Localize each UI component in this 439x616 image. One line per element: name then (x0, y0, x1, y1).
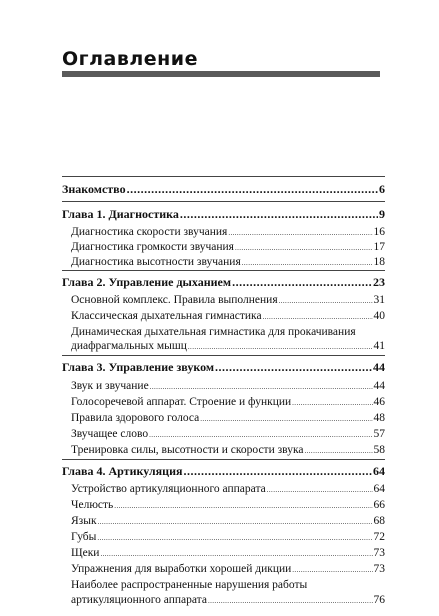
toc-item-label: Звук и звучание (71, 380, 149, 392)
toc-chapter-4[interactable] (62, 464, 385, 479)
toc-page-number: 16 (373, 226, 385, 238)
toc-chapter-label: Глава 4. Артикуляция (62, 464, 183, 478)
toc-item[interactable] (71, 396, 385, 408)
toc-page-number: 58 (373, 444, 385, 456)
toc-page-number: 66 (373, 499, 385, 511)
toc-page-number: 18 (373, 256, 385, 268)
divider (62, 459, 385, 460)
leader-dots (183, 464, 372, 479)
page-title: Оглавление (62, 48, 198, 70)
leader-dots (215, 360, 372, 375)
leader-dots (228, 229, 372, 237)
leader-dots (180, 207, 378, 222)
divider (62, 201, 385, 202)
leader-dots (304, 447, 372, 455)
toc-item[interactable] (71, 547, 385, 559)
leader-dots (100, 550, 372, 558)
toc-item-label: Классическая дыхательная гимнастика (71, 310, 262, 322)
toc-item[interactable] (71, 380, 385, 392)
toc-item[interactable] (71, 531, 385, 543)
toc-page-number: 64 (373, 464, 385, 478)
leader-dots (200, 415, 372, 423)
toc-item-label: Диагностика скорости звучания (71, 226, 228, 238)
toc-item[interactable] (71, 483, 385, 495)
toc-page-number: 44 (373, 380, 385, 392)
toc-chapter-label: Знакомство (62, 182, 126, 196)
leader-dots (97, 534, 372, 542)
leader-dots (114, 502, 372, 510)
leader-dots (292, 399, 372, 407)
leader-dots (127, 182, 378, 197)
leader-dots (98, 518, 373, 526)
leader-dots (150, 383, 373, 391)
toc-item[interactable] (71, 241, 385, 253)
toc-page-number: 23 (373, 275, 385, 289)
toc-page-number: 68 (373, 515, 385, 527)
toc-item[interactable] (71, 310, 385, 322)
toc-item-label: Правила здорового голоса (71, 412, 200, 424)
leader-dots (292, 566, 372, 574)
leader-dots (267, 486, 373, 494)
toc-page-number: 17 (373, 241, 385, 253)
toc-page-number: 72 (373, 531, 385, 543)
toc-item[interactable] (71, 256, 385, 268)
toc-chapter-3[interactable] (62, 360, 385, 375)
leader-dots (208, 597, 373, 605)
toc-item-label: Диагностика громкости звучания (71, 241, 234, 253)
toc-item[interactable] (71, 563, 385, 575)
leader-dots (235, 244, 373, 252)
toc-item-label: артикуляционного аппарата (71, 594, 207, 606)
toc-item[interactable] (71, 499, 385, 511)
toc-item[interactable] (71, 444, 385, 456)
toc-page-number: 48 (373, 412, 385, 424)
toc-page-number: 76 (373, 594, 385, 606)
toc-chapter-label: Глава 3. Управление звуком (62, 360, 215, 374)
toc-page-number: 73 (373, 547, 385, 559)
toc-item[interactable] (71, 594, 385, 606)
toc-item-label: Основной комплекс. Правила выполнения (71, 294, 278, 306)
toc-item-label: Щеки (71, 547, 100, 559)
toc-item[interactable] (71, 226, 385, 238)
toc-page-number: 64 (373, 483, 385, 495)
leader-dots (279, 297, 373, 305)
toc-page-number: 46 (373, 396, 385, 408)
toc-item[interactable] (71, 340, 385, 352)
toc-item-label: Диагностика высотности звучания (71, 256, 241, 268)
toc-item-line: Динамическая дыхательная гимнастика для прокачивания (71, 326, 356, 338)
divider (62, 270, 385, 271)
toc-item[interactable] (71, 428, 385, 440)
toc-item-label: Звучащее слово (71, 428, 149, 440)
toc-page-number: 40 (373, 310, 385, 322)
toc-item-line: Наиболее распространенные нарушения работы (71, 579, 308, 591)
toc-item-label: Устройство артикуляционного аппарата (71, 483, 266, 495)
toc-item[interactable] (71, 412, 385, 424)
toc-page-number: 57 (373, 428, 385, 440)
toc-page-number: 9 (379, 207, 385, 221)
toc-chapter-intro[interactable] (62, 182, 385, 197)
toc-item-label: Губы (71, 531, 97, 543)
toc-chapter-label: Глава 1. Диагностика (62, 207, 179, 221)
toc-item-label: Челюсть (71, 499, 114, 511)
toc-item-label: Язык (71, 515, 97, 527)
toc-item-label: Голосоречевой аппарат. Строение и функции (71, 396, 292, 408)
toc-page-number: 73 (373, 563, 385, 575)
toc-chapter-1[interactable] (62, 207, 385, 222)
divider (62, 355, 385, 356)
toc-chapter-label: Глава 2. Управление дыханием (62, 275, 232, 289)
toc-item-label: диафрагмальных мышц (71, 340, 187, 352)
leader-dots (242, 259, 373, 267)
toc-item-label: Тренировка силы, высотности и скорости звука (71, 444, 304, 456)
toc-item[interactable] (71, 294, 385, 306)
toc-page-number: 44 (373, 360, 385, 374)
toc-chapter-2[interactable] (62, 275, 385, 290)
leader-dots (188, 343, 373, 351)
toc-page-number: 31 (373, 294, 385, 306)
toc-item-label: Упражнения для выработки хорошей дикции (71, 563, 292, 575)
divider (62, 176, 385, 177)
leader-dots (263, 313, 373, 321)
leader-dots (149, 431, 372, 439)
toc-page-number: 6 (379, 182, 385, 196)
leader-dots (232, 275, 372, 290)
title-underline (62, 71, 380, 77)
toc-item[interactable] (71, 515, 385, 527)
toc-page-number: 41 (373, 340, 385, 352)
